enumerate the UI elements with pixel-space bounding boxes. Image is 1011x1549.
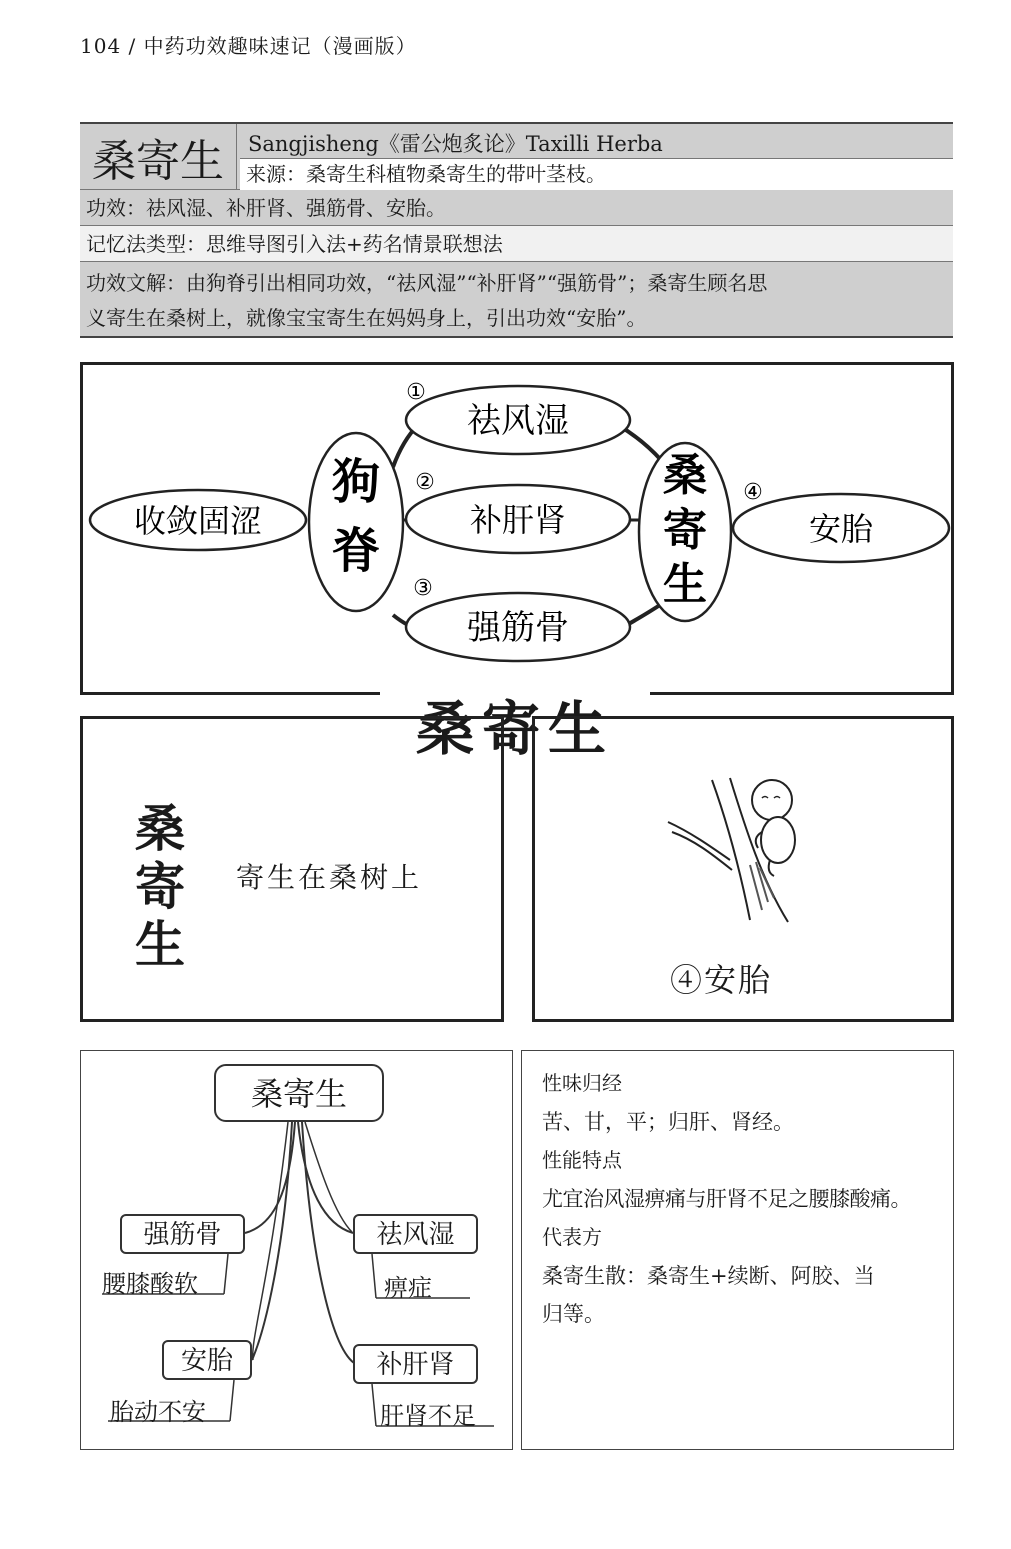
diagram-drawing — [83, 365, 951, 692]
property-heading-taste: 性味归经 — [542, 1071, 622, 1095]
mindmap-note-3: 胎动不安 — [110, 1398, 206, 1426]
panel-herb-char-2: 寄 — [135, 858, 185, 916]
herb-name: 桑寄生 — [80, 124, 237, 190]
functions-row: 功效：祛风湿、补肝肾、强筋骨、安胎。 — [80, 190, 953, 226]
properties-text — [542, 1064, 942, 1334]
mindmap-note-2: 痹症 — [384, 1274, 432, 1302]
property-heading-formula: 代表方 — [542, 1225, 602, 1249]
panel-left-caption: 寄生在桑树上 — [236, 861, 423, 894]
goji-char-1: 狗 — [331, 454, 381, 510]
mindmap-tag-1: 强筋骨 — [120, 1214, 245, 1254]
explanation-line-2: 义寄生在桑树上，就像宝宝寄生在妈妈身上，引出功效“安胎”。 — [86, 306, 647, 330]
sang-char-3: 生 — [663, 559, 707, 610]
running-header: 104 / 中药功效趣味速记（漫画版） — [80, 34, 417, 58]
left-effect-text: 收敛固涩 — [133, 502, 263, 540]
info-header-row — [80, 124, 953, 190]
mindmap-tag-2: 祛风湿 — [353, 1214, 478, 1254]
effect-text-1: 祛风湿 — [467, 401, 569, 441]
source-line: 来源：桑寄生科植物桑寄生的带叶茎枝。 — [240, 158, 953, 190]
property-heading-features: 性能特点 — [542, 1148, 622, 1172]
sang-char-1: 桑 — [663, 450, 707, 501]
effect-text-3: 强筋骨 — [467, 608, 569, 648]
num-4: ④ — [743, 480, 763, 505]
latin-name-line: Sangjisheng《雷公炮炙论》Taxilli Herba — [248, 132, 663, 156]
goji-char-2: 脊 — [331, 523, 381, 579]
property-taste: 苦、甘，平；归肝、肾经。 — [542, 1109, 794, 1134]
property-formula-cont: 归等。 — [542, 1302, 605, 1326]
mindmap-tag-4: 补肝肾 — [353, 1344, 478, 1384]
comic-title: 桑寄生 — [380, 682, 650, 766]
property-features: 尤宜治风湿痹痛与肝肾不足之腰膝酸痛。 — [542, 1186, 911, 1211]
baby-on-tree-illustration — [650, 770, 820, 930]
mindmap-note-4: 肝肾不足 — [380, 1402, 476, 1430]
mindmap-root: 桑寄生 — [214, 1064, 384, 1122]
property-formula: 桑寄生散：桑寄生+续断、阿胶、当 — [542, 1263, 875, 1288]
num-3: ③ — [413, 576, 433, 601]
num-1: ① — [406, 380, 426, 405]
panel-herb-char-1: 桑 — [135, 800, 185, 858]
panel-herb-name — [130, 800, 190, 974]
mindmap-note-1: 腰膝酸软 — [102, 1270, 198, 1298]
effect-text-2: 补肝肾 — [469, 501, 567, 539]
num-2: ② — [415, 470, 435, 495]
panel-herb-char-3: 生 — [135, 916, 185, 974]
mindmap-tag-3: 安胎 — [162, 1340, 252, 1380]
right-effect-text: 安胎 — [808, 510, 874, 548]
panel-right-caption: ④安胎 — [670, 961, 773, 999]
concept-diagram — [80, 362, 954, 695]
explanation-row — [80, 262, 953, 336]
memory-type-row: 记忆法类型：思维导图引入法+药名情景联想法 — [80, 226, 953, 262]
explanation-line-1: 功效文解：由狗脊引出相同功效，“祛风湿”“补肝肾”“强筋骨”；桑寄生顾名思 — [86, 271, 768, 295]
sang-char-2: 寄 — [663, 505, 707, 556]
herb-info-table — [80, 122, 953, 338]
